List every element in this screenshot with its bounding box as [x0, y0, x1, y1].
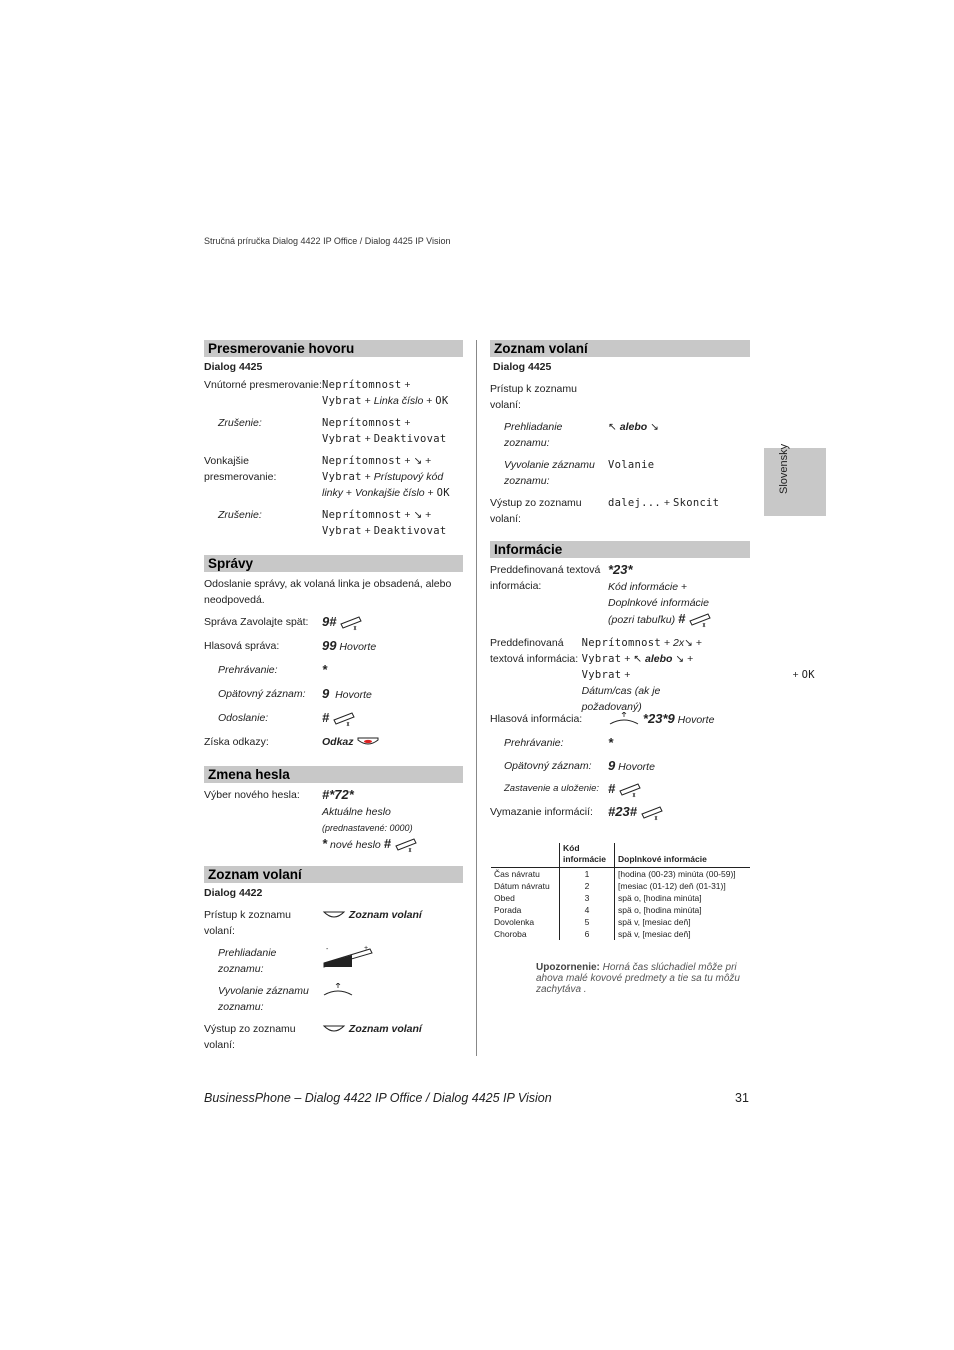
handset-onhook-icon — [394, 836, 418, 854]
ok-wrap: + OK — [792, 669, 815, 682]
section-zoznam-right-title: Zoznam volaní — [490, 340, 750, 357]
key-hash: # — [678, 611, 686, 626]
row-vyvolanie-r — [490, 457, 750, 489]
row-prehravanie-r — [490, 735, 750, 758]
label-vymazanie: Vymazanie informácií: — [490, 806, 593, 819]
row-vystup — [204, 1021, 463, 1053]
info-code-table — [491, 843, 750, 940]
row-prehliadanie — [204, 945, 463, 977]
key-9-hash: 9# — [322, 614, 337, 629]
model-label: Dialog 4425 — [204, 361, 263, 373]
row-zrusenie-1 — [204, 415, 463, 447]
table-cell: 6 — [560, 928, 615, 940]
language-tab-label: Slovensky — [778, 443, 790, 494]
key-9: 9 — [322, 686, 330, 701]
softkey-vybrat: Vybrat — [581, 653, 622, 666]
table-cell: Choroba — [494, 929, 527, 939]
svg-text:+: + — [364, 945, 369, 953]
handset-offhook-icon — [322, 983, 354, 999]
row-opatovny-r — [490, 758, 750, 781]
row-odoslanie — [204, 710, 463, 734]
table-row — [491, 868, 750, 881]
softkey-ok: OK — [436, 487, 450, 499]
text-prednastavene: (prednastavené: 0000) — [322, 823, 413, 833]
running-header: Stručná príručka Dialog 4422 IP Office / Dialog 4425 IP Vision — [204, 236, 451, 246]
row-hlasova-info — [490, 711, 750, 735]
label-zrusenie: Zrušenie: — [218, 509, 262, 521]
table-cell: Obed — [494, 893, 515, 903]
page-number: 31 — [735, 1091, 749, 1105]
text-hovorte: Hovorte — [339, 641, 377, 653]
note-label: Upozornenie: — [536, 962, 600, 973]
row-pristup-r — [490, 381, 750, 413]
row-vystup-r: Výstup zo zoznamu volaní: dalej... + Skoncit — [490, 497, 720, 525]
softkey-volanie: Volanie — [608, 459, 655, 471]
call-list-key-icon — [322, 1024, 346, 1034]
softkey-vybrat: Vybrat — [581, 669, 622, 682]
table-cell: [hodina (00-23) minúta (00-59)] — [615, 868, 751, 881]
table-header-cell: Doplnkové informácie — [615, 843, 751, 868]
table-cell: spä v, [mesiac deň] — [615, 928, 751, 940]
text-hovorte: Hovorte — [335, 689, 372, 701]
label-preddef2: Preddefinovaná textová informácia: — [490, 637, 579, 666]
section-presmerovanie-title: Presmerovanie hovoru — [204, 340, 463, 357]
left-column — [204, 340, 463, 1053]
label-vonkajsie: Vonkajšie presmerovanie: — [204, 455, 277, 483]
text-alebo: alebo — [645, 653, 673, 666]
row-ziskat — [204, 734, 463, 758]
row-vonkajsie — [204, 453, 463, 501]
softkey-nepritomnost: Neprítomnost — [322, 379, 402, 391]
softkey-deaktivovat: Deaktivovat — [373, 433, 447, 445]
handset-onhook-icon — [640, 804, 664, 822]
key-hash-star-72-star: #*72* — [322, 787, 354, 802]
softkey-vybrat: Vybrat — [322, 395, 362, 407]
table-cell: 3 — [560, 892, 615, 904]
steps-preddef1: *23* Kód informácie + Doplnkové informácie (pozri tabuľku) # — [608, 562, 712, 629]
table-cell: spä o, [hodina minúta] — [615, 904, 751, 916]
svg-text:-: - — [326, 946, 329, 954]
table-cell: Čas návratu — [494, 869, 540, 879]
softkey-vybrat: Vybrat — [322, 471, 362, 483]
label-vystup-r: Výstup zo zoznamu volaní: — [490, 497, 582, 525]
row-preddef2 — [490, 635, 815, 715]
softkey-vybrat: Vybrat — [322, 433, 362, 445]
row-zavolajte — [204, 614, 463, 638]
label-hlasova-info: Hlasová informácia: — [490, 713, 583, 726]
softkey-skoncit: Skoncit — [672, 497, 720, 509]
table-row — [491, 928, 750, 940]
section-informacie-title: Informácie — [490, 541, 750, 558]
handset-onhook-icon — [332, 710, 356, 728]
table-row — [491, 916, 750, 928]
label-vystup: Výstup zo zoznamu volaní: — [204, 1023, 296, 1052]
table-cell: Porada — [494, 905, 522, 915]
handset-onhook-icon — [688, 611, 712, 629]
table-cell: 1 — [560, 868, 615, 881]
row-preddef1 — [490, 562, 750, 629]
steps-vyber-hesla — [322, 787, 418, 854]
handset-offhook-icon — [608, 712, 640, 728]
label-zavolajte: Správa Zavolajte spät: — [204, 616, 309, 628]
key-hash-23-hash: #23# — [608, 804, 637, 820]
table-header-cell: Kód informácie — [560, 843, 615, 868]
key-star-23-star-9: *23*9 — [642, 711, 675, 727]
table-cell: 5 — [560, 916, 615, 928]
key-star-23-star: *23* — [608, 562, 633, 577]
key-star: * — [322, 662, 328, 677]
language-tab — [764, 443, 826, 516]
key-hash: # — [383, 836, 391, 851]
text-linky: linky — [322, 487, 344, 499]
label-ziskat: Získa odkazy: — [204, 736, 269, 748]
label-prehravanie-r: Prehrávanie: — [504, 737, 564, 750]
label-vyvolanie: Vyvolanie záznamu zoznamu: — [218, 985, 309, 1014]
softkey-vybrat: Vybrat — [322, 525, 362, 537]
info-table — [491, 843, 750, 940]
text-alebo: alebo — [619, 421, 648, 433]
call-list-key-icon — [322, 910, 346, 920]
table-header-cell — [491, 843, 560, 868]
text-kod-informacie: Kód informácie — [608, 581, 679, 593]
row-vnutorne — [204, 377, 463, 409]
section-zmena-title: Zmena hesla — [204, 766, 463, 783]
section-zoznam-left-title: Zoznam volaní — [204, 866, 463, 883]
softkey-dalej: dalej... — [608, 497, 661, 509]
label-pristup: Prístup k zoznamu volaní: — [204, 909, 291, 938]
note — [536, 962, 752, 995]
label-opatovny: Opätovný záznam: — [218, 688, 306, 700]
steps-vnutorne: Neprítomnost + Vybrat + Linka číslo + OK — [322, 379, 449, 407]
text-aktualne-heslo: Aktuálne heslo — [322, 806, 391, 818]
table-cell: 4 — [560, 904, 615, 916]
row-vyber-hesla — [204, 787, 463, 854]
steps-zrusenie-2: Neprítomnost + ↘ + Vybrat + Deaktivovat — [322, 509, 447, 537]
row-hlasova — [204, 638, 463, 662]
label-odoslanie: Odoslanie: — [218, 712, 269, 724]
table-header-row — [491, 843, 750, 868]
softkey-nepritomnost: Neprítomnost — [581, 637, 662, 650]
key-hash: # — [608, 781, 616, 797]
handset-onhook-icon — [618, 781, 642, 799]
softkey-ok: OK — [801, 669, 815, 682]
nav-down-icon: ↘ — [675, 653, 685, 666]
text-hovorte: Hovorte — [618, 761, 655, 774]
label-vnutorne: Vnútorné presmerovanie: — [204, 379, 322, 391]
table-cell: Dovolenka — [494, 917, 535, 927]
text-2x: 2x — [673, 637, 685, 650]
key-star: * — [608, 735, 614, 751]
row-vyvolanie — [204, 983, 463, 1015]
table-row — [491, 892, 750, 904]
label-prehravanie: Prehrávanie: — [218, 664, 278, 676]
key-9: 9 — [608, 758, 616, 774]
nav-down-icon: ↘ — [684, 637, 693, 650]
text-zoznam-volani: Zoznam volaní — [348, 1023, 422, 1036]
table-cell: 2 — [560, 880, 615, 892]
softkey-deaktivovat: Deaktivovat — [373, 525, 447, 537]
model-label: Dialog 4422 — [204, 887, 263, 900]
row-vymazanie — [490, 804, 750, 830]
row-zastavenie — [490, 781, 750, 804]
table-cell: Dátum návratu — [494, 881, 550, 891]
softkey-ok: OK — [435, 395, 449, 407]
row-zrusenie-2 — [204, 507, 463, 539]
steps-preddef2: Neprítomnost + 2x↘ + Vybrat + ↖ alebo ↘ + Vybrat + Dátum/cas (ak je požadovaný) + OK — [581, 637, 815, 714]
nav-down-icon: ↘ — [413, 509, 423, 521]
label-preddef1: Preddefinovaná textová informácia: — [490, 564, 601, 592]
steps-zrusenie-1: Neprítomnost + Vybrat + Deaktivovat — [322, 417, 447, 445]
table-row — [491, 904, 750, 916]
text-hovorte: Hovorte — [677, 714, 715, 727]
label-zrusenie: Zrušenie: — [218, 417, 262, 429]
text-datum-cas: Dátum/cas (ak je požadovaný) — [581, 685, 661, 714]
text-pozri-tabulku: (pozri tabuľku) — [608, 614, 676, 626]
table-cell: [mesiac (01-12) deň (01-31)] — [615, 880, 751, 892]
nav-up-icon: ↖ — [633, 653, 643, 666]
handset-onhook-icon — [339, 614, 363, 632]
label-zastavenie: Zastavenie a uloženie: — [504, 783, 600, 795]
text-odkaz: Odkaz — [322, 736, 354, 748]
nav-up-icon: ↖ — [608, 421, 617, 433]
text-vonkajsie-cislo: Vonkajšie číslo — [354, 487, 425, 499]
nav-down-icon: ↘ — [650, 421, 659, 433]
message-key-icon — [356, 736, 380, 748]
text-pristupovy-kod: Prístupový kód — [373, 471, 444, 483]
key-star: * — [322, 836, 328, 851]
row-opatovny — [204, 686, 463, 710]
column-divider — [476, 340, 477, 1056]
softkey-nepritomnost: Neprítomnost — [322, 455, 402, 467]
model-label: Dialog 4425 — [493, 361, 552, 373]
row-pristup — [204, 907, 463, 939]
text-zoznam-volani: Zoznam volaní — [348, 909, 422, 922]
text-linka-cislo: Linka číslo — [373, 395, 424, 407]
softkey-nepritomnost: Neprítomnost — [322, 509, 402, 521]
key-hash: # — [322, 710, 330, 725]
spravy-description: Odoslanie správy, ak volaná linka je obsadená, alebo neodpovedá. — [204, 578, 452, 606]
label-prehliadanie: Prehliadanie zoznamu: — [218, 947, 277, 976]
table-cell: spä v, [mesiac deň] — [615, 916, 751, 928]
nav-down-icon: ↘ — [413, 455, 423, 467]
label-prehliadanie-r: Prehliadanie zoznamu: — [504, 421, 563, 449]
note-text: Horná čas slúchadiel môže pri ahova malé kovové predmety a tie sa tu môžu zachytáva . — [536, 962, 740, 995]
section-spravy-title: Správy — [204, 555, 463, 572]
softkey-nepritomnost: Neprítomnost — [322, 417, 402, 429]
row-prehravanie — [204, 662, 463, 686]
label-vyvolanie-r: Vyvolanie záznamu zoznamu: — [504, 459, 595, 487]
volume-rocker-icon — [322, 945, 374, 969]
label-hlasova: Hlasová správa: — [204, 640, 280, 652]
label-opatovny-r: Opätovný záznam: — [504, 760, 592, 773]
label-vyber-hesla: Výber nového hesla: — [204, 789, 300, 801]
row-prehliadanie-r — [490, 419, 750, 451]
text-nove-heslo: nové heslo — [329, 839, 381, 851]
label-pristup-r: Prístup k zoznamu volaní: — [490, 383, 577, 411]
table-cell: spä o, [hodina minúta] — [615, 892, 751, 904]
key-99: 99 — [322, 638, 337, 653]
text-doplnkove-informacie: Doplnkové informácie — [608, 597, 709, 609]
footer-title: BusinessPhone – Dialog 4422 IP Office / Dialog 4425 IP Vision — [204, 1091, 552, 1105]
steps-vonkajsie: Neprítomnost + ↘ + Vybrat + Prístupový kód linky + Vonkajšie číslo + OK — [322, 455, 450, 499]
table-row — [491, 880, 750, 892]
